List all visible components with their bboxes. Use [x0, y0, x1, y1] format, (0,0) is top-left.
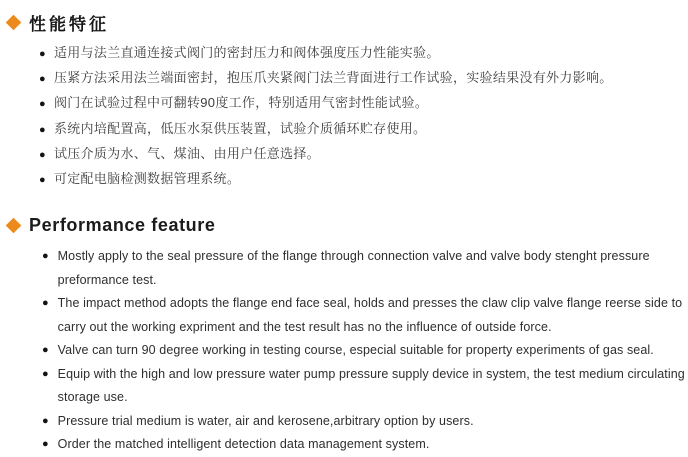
bullet-icon: ● — [42, 250, 49, 263]
list-item — [39, 91, 688, 116]
diamond-icon — [6, 15, 22, 31]
list-item — [42, 292, 688, 339]
feature-text: 试压介质为水、气、煤油、由用户任意选择。 — [53, 145, 320, 161]
feature-text: Pressure trial medium is water, air and kerosene,arbitrary option by users. — [57, 413, 474, 428]
bullet-icon: ● — [39, 123, 46, 136]
feature-text: The impact method adopts the flange end face seal, holds and presses the claw clip valve flange reerse side to carry out the working expriment and the test result has no the influence of outside force. — [57, 296, 683, 334]
feature-text: Equip with the high and low pressure water pump pressure supply device in system, the test medium circulating storage use. — [57, 366, 685, 405]
feature-text: Order the matched intelligent detection data management system. — [57, 437, 430, 452]
bullet-icon: ● — [39, 73, 46, 86]
section-title-cn: 性能特征 — [29, 15, 109, 34]
bullet-icon: ● — [42, 438, 49, 451]
bullet-icon: ● — [42, 297, 49, 310]
feature-text: 系统内培配置高，低压水泵供压装置，试验介质循环贮存使用。 — [53, 120, 427, 136]
bullet-icon: ● — [39, 48, 46, 60]
list-item — [39, 41, 688, 66]
bullet-icon: ● — [42, 414, 49, 427]
feature-text: 适用与法兰直通连接式阀门的密封压力和阀体强度压力性能实验。 — [53, 45, 440, 60]
section-title-en: Performance feature — [29, 215, 216, 236]
feature-text: Valve can turn 90 degree working in testing course, especial suitable for property experiments of gas seal. — [57, 343, 654, 358]
feature-text: 阀门在试验过程中可翻转90度工作，特别适用气密封性能试验。 — [53, 95, 429, 111]
diamond-icon — [6, 218, 22, 234]
bullet-icon: ● — [39, 174, 46, 187]
list-item — [42, 339, 688, 363]
list-item — [39, 117, 688, 142]
list-item — [42, 245, 688, 292]
list-item — [42, 410, 688, 434]
feature-list-cn — [39, 41, 688, 192]
list-item — [39, 66, 688, 91]
feature-text: 可定配电脑检测数据管理系统。 — [53, 171, 241, 187]
list-item — [42, 433, 688, 457]
bullet-icon: ● — [39, 148, 46, 161]
feature-text: Mostly apply to the seal pressure of the flange through connection valve and valve body stenght pressure preformance test. — [57, 249, 650, 287]
section-heading-en — [5, 215, 688, 236]
section-performance-cn — [5, 0, 688, 192]
list-item — [39, 142, 688, 167]
feature-list-en — [42, 245, 688, 457]
list-item — [42, 363, 688, 410]
feature-text: 压紧方法采用法兰端面密封，抱压爪夹紧阀门法兰背面进行工作试验，实验结果没有外力影响。 — [53, 70, 613, 86]
section-performance-en — [5, 215, 688, 457]
bullet-icon: ● — [39, 98, 46, 111]
section-heading-cn — [5, 10, 688, 35]
bullet-icon: ● — [42, 367, 49, 380]
bullet-icon: ● — [42, 344, 49, 357]
list-item — [39, 167, 688, 192]
